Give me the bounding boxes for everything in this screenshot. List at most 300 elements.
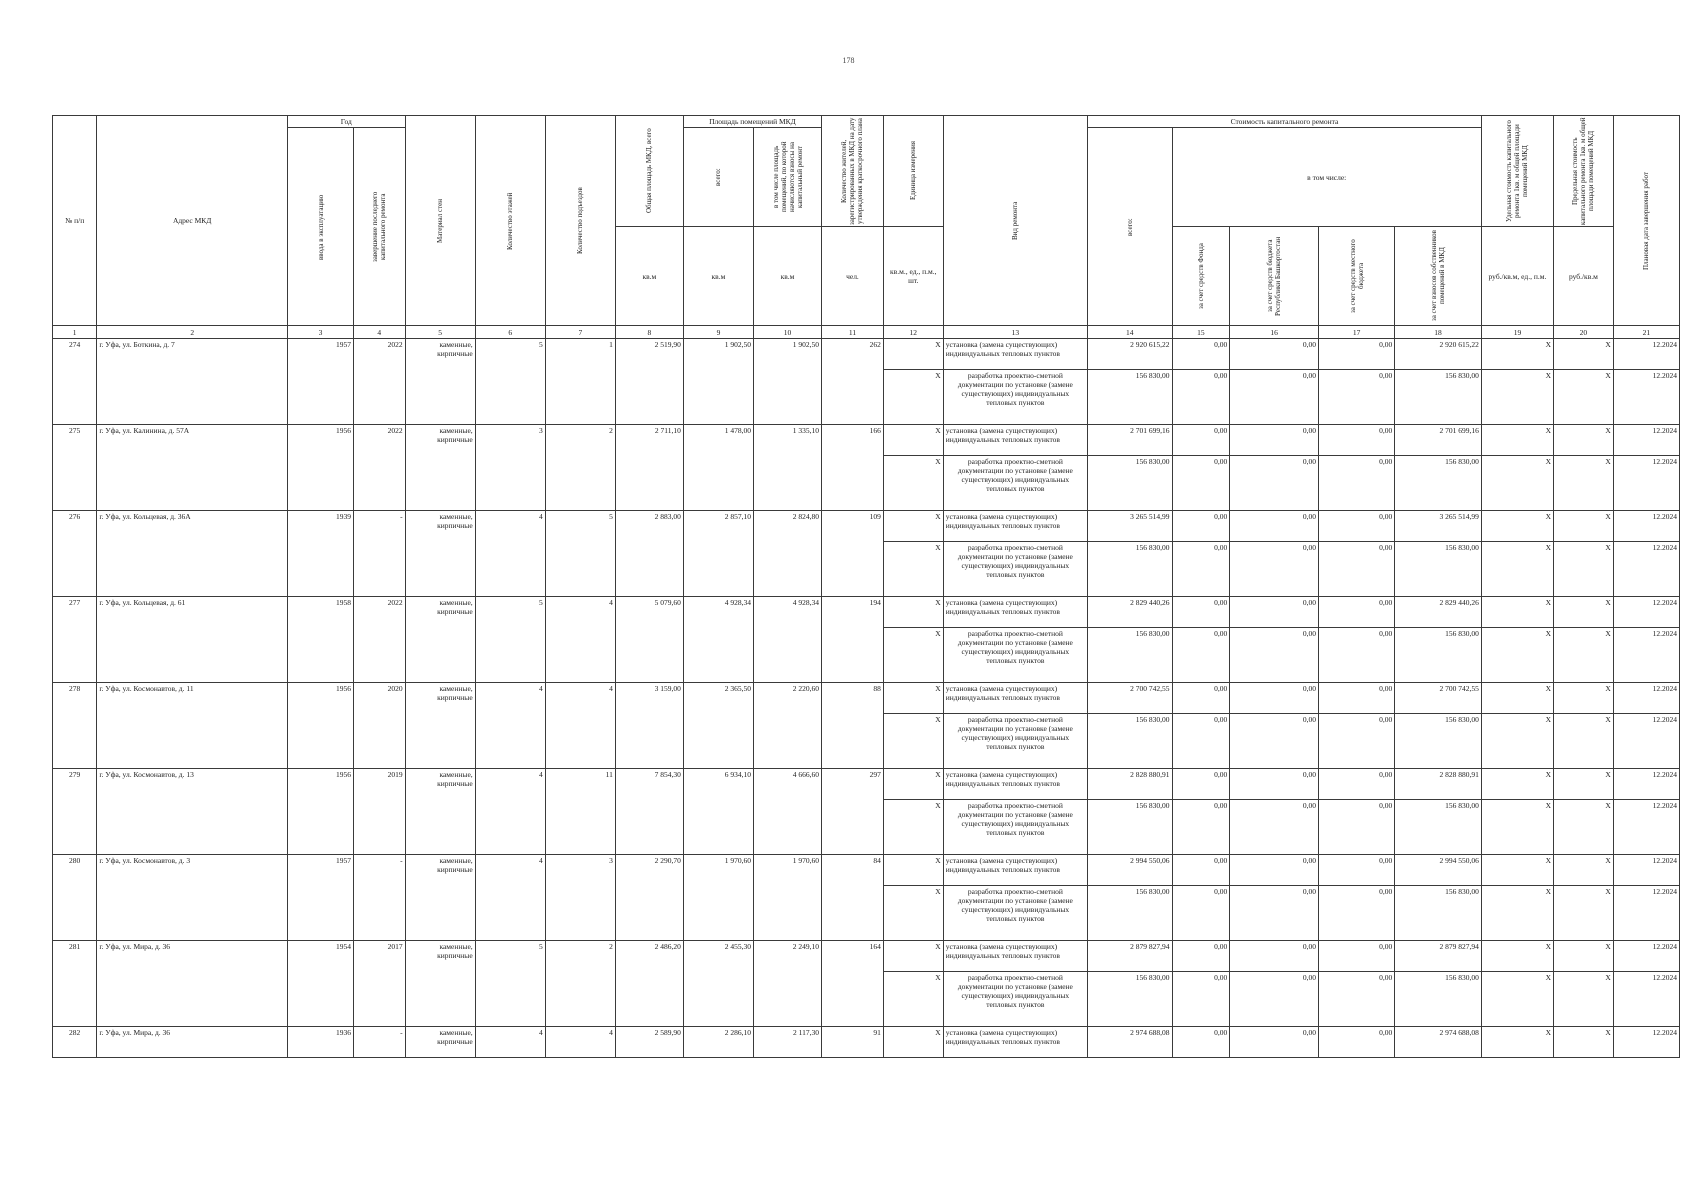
row-address: г. Уфа, ул. Калинина, д. 57А (97, 425, 288, 511)
row-address: г. Уфа, ул. Космонавтов, д. 3 (97, 855, 288, 941)
row-cost-owners: 156 830,00 (1395, 800, 1482, 855)
row-year-repair: - (354, 1027, 406, 1058)
row-cost-fund: 0,00 (1172, 628, 1230, 683)
header-premises-paying: в том числе площадь помещений, по которой начисляются взносы на капитальный ремонт (753, 128, 821, 227)
row-cost-local: 0,00 (1318, 542, 1394, 597)
row-year-repair: 2022 (354, 339, 406, 425)
row-cost-owners: 2 879 827,94 (1395, 941, 1482, 972)
row-entrances: 3 (545, 855, 615, 941)
column-number: 15 (1172, 326, 1230, 339)
row-residents: 109 (822, 511, 884, 597)
row-address: г. Уфа, ул. Космонавтов, д. 11 (97, 683, 288, 769)
row-cost-total: 2 701 699,16 (1088, 425, 1173, 456)
header-unit: Единица измерения (883, 116, 943, 227)
row-entrances: 1 (545, 339, 615, 425)
row-cost-owners: 156 830,00 (1395, 456, 1482, 511)
row-cost-local: 0,00 (1318, 769, 1394, 800)
row-year-built: 1939 (288, 511, 354, 597)
row-area-premises: 1 970,60 (683, 855, 753, 941)
header-cost-owners: за счет взносов собственников помещений в МКД (1395, 227, 1482, 326)
row-area-paying: 1 970,60 (753, 855, 821, 941)
row-repair-type: установка (замена существующих) индивидуальных тепловых пунктов (943, 683, 1087, 714)
row-floors: 5 (475, 941, 545, 1027)
row-repair-type: разработка проектно-сметной документации по установке (замене существующих) индивидуальных тепловых пунктов (943, 456, 1087, 511)
row-specific-cost: X (1481, 714, 1553, 769)
row-repair-type: разработка проектно-сметной документации по установке (замене существующих) индивидуальных тепловых пунктов (943, 886, 1087, 941)
row-residents: 194 (822, 597, 884, 683)
row-repair-type: разработка проектно-сметной документации по установке (замене существующих) индивидуальных тепловых пунктов (943, 800, 1087, 855)
row-cost-fund: 0,00 (1172, 1027, 1230, 1058)
row-address: г. Уфа, ул. Боткина, д. 7 (97, 339, 288, 425)
row-cost-fund: 0,00 (1172, 855, 1230, 886)
row-cost-local: 0,00 (1318, 456, 1394, 511)
column-number: 10 (753, 326, 821, 339)
row-cost-local: 0,00 (1318, 714, 1394, 769)
row-area-premises: 2 857,10 (683, 511, 753, 597)
row-unit: X (935, 629, 941, 638)
row-deadline: 12.2024 (1613, 800, 1679, 855)
row-cost-fund: 0,00 (1172, 511, 1230, 542)
row-cost-total: 2 994 550,06 (1088, 855, 1173, 886)
row-cost-total: 156 830,00 (1088, 456, 1173, 511)
row-area-premises: 2 365,50 (683, 683, 753, 769)
table-row (53, 339, 1680, 370)
row-cost-owners: 156 830,00 (1395, 886, 1482, 941)
row-cost-total: 2 828 880,91 (1088, 769, 1173, 800)
header-year-commission: ввода в эксплуатацию (288, 128, 354, 326)
row-max-cost: X (1554, 542, 1614, 597)
row-unit: X (935, 457, 941, 466)
row-address: г. Уфа, ул. Кольцевая, д. 61 (97, 597, 288, 683)
row-specific-cost: X (1481, 597, 1553, 628)
row-cost-owners: 2 701 699,16 (1395, 425, 1482, 456)
row-specific-cost: X (1481, 769, 1553, 800)
row-area-total: 2 290,70 (615, 855, 683, 941)
row-max-cost: X (1554, 456, 1614, 511)
row-area-total: 2 711,10 (615, 425, 683, 511)
row-max-cost: X (1554, 511, 1614, 542)
row-cost-total: 2 974 688,08 (1088, 1027, 1173, 1058)
row-cost-local: 0,00 (1318, 1027, 1394, 1058)
row-year-built: 1957 (288, 339, 354, 425)
row-cost-total: 156 830,00 (1088, 972, 1173, 1027)
header-address: Адрес МКД (97, 116, 288, 326)
row-max-cost: X (1554, 370, 1614, 425)
header-deadline: Плановая дата завершения работ (1613, 116, 1679, 326)
row-unit: X (935, 512, 941, 521)
row-unit-cell (883, 370, 943, 425)
row-cost-fund: 0,00 (1172, 597, 1230, 628)
row-cost-owners: 2 974 688,08 (1395, 1027, 1482, 1058)
column-number: 8 (615, 326, 683, 339)
row-entrances: 11 (545, 769, 615, 855)
row-specific-cost: X (1481, 456, 1553, 511)
header-floors: Количество этажей (475, 116, 545, 326)
row-year-repair: 2020 (354, 683, 406, 769)
row-repair-type: установка (замена существующих) индивидуальных тепловых пунктов (943, 1027, 1087, 1058)
header-year-last-repair: завершение последнего капитального ремонта (354, 128, 406, 326)
row-number: 279 (53, 769, 97, 855)
row-floors: 4 (475, 769, 545, 855)
row-cost-owners: 2 829 440,26 (1395, 597, 1482, 628)
row-cost-total: 2 879 827,94 (1088, 941, 1173, 972)
row-cost-local: 0,00 (1318, 425, 1394, 456)
row-deadline: 12.2024 (1613, 542, 1679, 597)
header-cost-incl: в том числе: (1172, 128, 1481, 227)
column-number: 5 (405, 326, 475, 339)
column-number: 1 (53, 326, 97, 339)
column-number: 18 (1395, 326, 1482, 339)
header-year-group: Год (288, 116, 406, 128)
row-unit-cell (883, 511, 943, 542)
row-repair-type: разработка проектно-сметной документации по установке (замене существующих) индивидуальных тепловых пунктов (943, 628, 1087, 683)
row-cost-total: 2 700 742,55 (1088, 683, 1173, 714)
row-repair-type: разработка проектно-сметной документации по установке (замене существующих) индивидуальных тепловых пунктов (943, 972, 1087, 1027)
row-year-built: 1956 (288, 425, 354, 511)
row-entrances: 4 (545, 1027, 615, 1058)
row-year-repair: 2022 (354, 597, 406, 683)
row-number: 275 (53, 425, 97, 511)
row-cost-local: 0,00 (1318, 683, 1394, 714)
column-number: 19 (1481, 326, 1553, 339)
row-unit-cell (883, 769, 943, 800)
row-unit-cell (883, 542, 943, 597)
row-number: 281 (53, 941, 97, 1027)
row-unit: X (935, 973, 941, 982)
table-body (53, 339, 1680, 1058)
row-deadline: 12.2024 (1613, 628, 1679, 683)
row-entrances: 4 (545, 683, 615, 769)
page-number: 178 (842, 56, 855, 65)
row-deadline: 12.2024 (1613, 714, 1679, 769)
row-specific-cost: X (1481, 628, 1553, 683)
row-specific-cost: X (1481, 855, 1553, 886)
row-cost-local: 0,00 (1318, 800, 1394, 855)
row-area-premises: 4 928,34 (683, 597, 753, 683)
header-premises-group: Площадь помещений МКД (683, 116, 821, 128)
header-cost-group: Стоимость капитального ремонта (1088, 116, 1482, 128)
row-area-premises: 2 286,10 (683, 1027, 753, 1058)
row-cost-republic: 0,00 (1230, 769, 1319, 800)
row-cost-total: 2 829 440,26 (1088, 597, 1173, 628)
column-number-row (53, 326, 1680, 339)
row-cost-republic: 0,00 (1230, 1027, 1319, 1058)
column-number: 16 (1230, 326, 1319, 339)
row-cost-fund: 0,00 (1172, 714, 1230, 769)
table-row (53, 769, 1680, 800)
row-cost-owners: 156 830,00 (1395, 714, 1482, 769)
row-floors: 3 (475, 425, 545, 511)
column-number: 3 (288, 326, 354, 339)
row-area-total: 2 883,00 (615, 511, 683, 597)
row-unit: X (935, 371, 941, 380)
row-number: 277 (53, 597, 97, 683)
row-material: каменные, кирпичные (405, 511, 475, 597)
row-unit-cell (883, 972, 943, 1027)
row-repair-type: разработка проектно-сметной документации по установке (замене существующих) индивидуальных тепловых пунктов (943, 542, 1087, 597)
unit-max: руб./кв.м (1554, 227, 1614, 326)
row-cost-total: 3 265 514,99 (1088, 511, 1173, 542)
row-cost-fund: 0,00 (1172, 339, 1230, 370)
row-cost-total: 156 830,00 (1088, 628, 1173, 683)
row-cost-republic: 0,00 (1230, 714, 1319, 769)
row-specific-cost: X (1481, 425, 1553, 456)
row-deadline: 12.2024 (1613, 597, 1679, 628)
row-repair-type: установка (замена существующих) индивидуальных тепловых пунктов (943, 511, 1087, 542)
row-area-paying: 2 220,60 (753, 683, 821, 769)
row-number: 282 (53, 1027, 97, 1058)
row-address: г. Уфа, ул. Мира, д. 36 (97, 1027, 288, 1058)
row-cost-republic: 0,00 (1230, 886, 1319, 941)
row-year-repair: 2019 (354, 769, 406, 855)
row-max-cost: X (1554, 339, 1614, 370)
row-specific-cost: X (1481, 511, 1553, 542)
row-unit: X (935, 715, 941, 724)
row-residents: 88 (822, 683, 884, 769)
row-cost-owners: 156 830,00 (1395, 972, 1482, 1027)
row-specific-cost: X (1481, 1027, 1553, 1058)
row-cost-local: 0,00 (1318, 511, 1394, 542)
row-unit-cell (883, 800, 943, 855)
row-max-cost: X (1554, 886, 1614, 941)
row-floors: 4 (475, 1027, 545, 1058)
row-cost-owners: 156 830,00 (1395, 628, 1482, 683)
row-number: 276 (53, 511, 97, 597)
row-residents: 84 (822, 855, 884, 941)
row-max-cost: X (1554, 972, 1614, 1027)
unit-specific: руб./кв.м, ед., п.м. (1481, 227, 1553, 326)
row-area-total: 2 589,90 (615, 1027, 683, 1058)
row-max-cost: X (1554, 425, 1614, 456)
row-specific-cost: X (1481, 972, 1553, 1027)
row-area-premises: 2 455,30 (683, 941, 753, 1027)
row-material: каменные, кирпичные (405, 683, 475, 769)
row-unit: X (935, 543, 941, 552)
row-cost-fund: 0,00 (1172, 542, 1230, 597)
row-cost-total: 156 830,00 (1088, 370, 1173, 425)
row-cost-republic: 0,00 (1230, 800, 1319, 855)
row-unit: X (935, 801, 941, 810)
column-number: 12 (883, 326, 943, 339)
row-number: 274 (53, 339, 97, 425)
column-number: 4 (354, 326, 406, 339)
row-deadline: 12.2024 (1613, 456, 1679, 511)
column-number: 21 (1613, 326, 1679, 339)
row-area-paying: 2 117,30 (753, 1027, 821, 1058)
row-cost-fund: 0,00 (1172, 683, 1230, 714)
row-unit: X (935, 856, 941, 865)
row-residents: 91 (822, 1027, 884, 1058)
row-cost-republic: 0,00 (1230, 370, 1319, 425)
row-unit: X (935, 1028, 941, 1037)
row-unit: X (935, 426, 941, 435)
row-cost-fund: 0,00 (1172, 886, 1230, 941)
header-cost-republic: за счет средств бюджета Республики Башкортостан (1230, 227, 1319, 326)
row-cost-fund: 0,00 (1172, 941, 1230, 972)
row-residents: 164 (822, 941, 884, 1027)
row-repair-type: установка (замена существующих) индивидуальных тепловых пунктов (943, 769, 1087, 800)
header-repair-type: Вид ремонта (943, 116, 1087, 326)
row-cost-republic: 0,00 (1230, 683, 1319, 714)
row-area-paying: 2 824,80 (753, 511, 821, 597)
column-number: 11 (822, 326, 884, 339)
row-deadline: 12.2024 (1613, 683, 1679, 714)
row-cost-local: 0,00 (1318, 855, 1394, 886)
row-year-repair: - (354, 511, 406, 597)
table-row (53, 941, 1680, 972)
table-row (53, 511, 1680, 542)
table-row (53, 683, 1680, 714)
row-cost-local: 0,00 (1318, 972, 1394, 1027)
row-cost-republic: 0,00 (1230, 542, 1319, 597)
row-cost-fund: 0,00 (1172, 425, 1230, 456)
row-residents: 166 (822, 425, 884, 511)
row-unit-cell (883, 714, 943, 769)
header-no: № п/п (53, 116, 97, 326)
row-year-built: 1956 (288, 683, 354, 769)
row-unit: X (935, 942, 941, 951)
row-cost-local: 0,00 (1318, 941, 1394, 972)
row-material: каменные, кирпичные (405, 1027, 475, 1058)
row-unit: X (935, 340, 941, 349)
row-specific-cost: X (1481, 370, 1553, 425)
row-year-repair: 2017 (354, 941, 406, 1027)
row-deadline: 12.2024 (1613, 511, 1679, 542)
header-cost-local: за счет средств местного бюджета (1318, 227, 1394, 326)
row-residents: 297 (822, 769, 884, 855)
row-cost-fund: 0,00 (1172, 370, 1230, 425)
unit-area-total: кв.м (615, 227, 683, 326)
row-repair-type: установка (замена существующих) индивидуальных тепловых пунктов (943, 597, 1087, 628)
row-number: 280 (53, 855, 97, 941)
row-repair-type: разработка проектно-сметной документации по установке (замене существующих) индивидуальных тепловых пунктов (943, 714, 1087, 769)
row-material: каменные, кирпичные (405, 941, 475, 1027)
row-area-total: 7 854,30 (615, 769, 683, 855)
unit-area-premises: кв.м (683, 227, 753, 326)
table-row (53, 425, 1680, 456)
column-number: 7 (545, 326, 615, 339)
row-cost-owners: 2 920 615,22 (1395, 339, 1482, 370)
row-repair-type: установка (замена существующих) индивидуальных тепловых пунктов (943, 339, 1087, 370)
row-unit: X (935, 887, 941, 896)
row-cost-fund: 0,00 (1172, 972, 1230, 1027)
header-residents: Количество жителей, зарегистрированных в МКД на дату утверждения краткосрочного плана (822, 116, 884, 227)
row-max-cost: X (1554, 597, 1614, 628)
row-max-cost: X (1554, 941, 1614, 972)
row-max-cost: X (1554, 683, 1614, 714)
header-premises-total: всего: (683, 128, 753, 227)
row-cost-republic: 0,00 (1230, 855, 1319, 886)
row-area-paying: 4 666,60 (753, 769, 821, 855)
table-row (53, 597, 1680, 628)
row-floors: 4 (475, 683, 545, 769)
row-deadline: 12.2024 (1613, 855, 1679, 886)
row-cost-fund: 0,00 (1172, 456, 1230, 511)
row-unit: X (935, 684, 941, 693)
row-unit-cell (883, 886, 943, 941)
row-area-paying: 1 335,10 (753, 425, 821, 511)
row-cost-owners: 2 828 880,91 (1395, 769, 1482, 800)
row-cost-owners: 3 265 514,99 (1395, 511, 1482, 542)
row-repair-type: установка (замена существующих) индивидуальных тепловых пунктов (943, 941, 1087, 972)
row-cost-republic: 0,00 (1230, 972, 1319, 1027)
row-floors: 5 (475, 339, 545, 425)
row-specific-cost: X (1481, 800, 1553, 855)
row-specific-cost: X (1481, 941, 1553, 972)
row-unit-cell (883, 628, 943, 683)
row-area-paying: 2 249,10 (753, 941, 821, 1027)
row-material: каменные, кирпичные (405, 855, 475, 941)
repair-plan-table (52, 115, 1680, 1058)
row-unit: X (935, 598, 941, 607)
row-specific-cost: X (1481, 339, 1553, 370)
row-unit-cell (883, 456, 943, 511)
row-repair-type: установка (замена существующих) индивидуальных тепловых пунктов (943, 425, 1087, 456)
row-cost-total: 2 920 615,22 (1088, 339, 1173, 370)
row-unit: X (935, 770, 941, 779)
row-specific-cost: X (1481, 683, 1553, 714)
row-cost-total: 156 830,00 (1088, 800, 1173, 855)
header-specific-cost: Удельная стоимость капитального ремонта 1кв. м общей площади помещений МКД (1481, 116, 1553, 227)
row-unit-cell (883, 597, 943, 628)
row-material: каменные, кирпичные (405, 425, 475, 511)
row-cost-total: 156 830,00 (1088, 714, 1173, 769)
row-entrances: 4 (545, 597, 615, 683)
row-year-built: 1954 (288, 941, 354, 1027)
row-cost-republic: 0,00 (1230, 628, 1319, 683)
row-unit-cell (883, 1027, 943, 1058)
row-area-total: 3 159,00 (615, 683, 683, 769)
row-entrances: 2 (545, 425, 615, 511)
unit-residents: чел. (822, 227, 884, 326)
row-area-total: 5 079,60 (615, 597, 683, 683)
row-address: г. Уфа, ул. Космонавтов, д. 13 (97, 769, 288, 855)
row-year-built: 1958 (288, 597, 354, 683)
row-max-cost: X (1554, 1027, 1614, 1058)
row-year-repair: - (354, 855, 406, 941)
row-residents: 262 (822, 339, 884, 425)
row-number: 278 (53, 683, 97, 769)
row-unit-cell (883, 425, 943, 456)
row-area-premises: 1 902,50 (683, 339, 753, 425)
row-area-total: 2 519,90 (615, 339, 683, 425)
row-cost-republic: 0,00 (1230, 941, 1319, 972)
row-max-cost: X (1554, 800, 1614, 855)
row-repair-type: установка (замена существующих) индивидуальных тепловых пунктов (943, 855, 1087, 886)
row-max-cost: X (1554, 628, 1614, 683)
row-cost-local: 0,00 (1318, 370, 1394, 425)
row-area-paying: 1 902,50 (753, 339, 821, 425)
row-cost-republic: 0,00 (1230, 511, 1319, 542)
row-cost-fund: 0,00 (1172, 769, 1230, 800)
row-unit-cell (883, 683, 943, 714)
row-cost-local: 0,00 (1318, 886, 1394, 941)
row-floors: 4 (475, 855, 545, 941)
row-deadline: 12.2024 (1613, 769, 1679, 800)
row-cost-local: 0,00 (1318, 597, 1394, 628)
row-cost-owners: 156 830,00 (1395, 542, 1482, 597)
row-material: каменные, кирпичные (405, 597, 475, 683)
row-deadline: 12.2024 (1613, 941, 1679, 972)
row-cost-local: 0,00 (1318, 339, 1394, 370)
row-cost-fund: 0,00 (1172, 800, 1230, 855)
column-number: 17 (1318, 326, 1394, 339)
unit-measure: кв.м., ед., п.м., шт. (883, 227, 943, 326)
row-cost-owners: 156 830,00 (1395, 370, 1482, 425)
row-max-cost: X (1554, 855, 1614, 886)
header-max-cost: Предельная стоимость капитального ремонта 1кв. м общей площади помещений МКД (1554, 116, 1614, 227)
row-unit-cell (883, 941, 943, 972)
